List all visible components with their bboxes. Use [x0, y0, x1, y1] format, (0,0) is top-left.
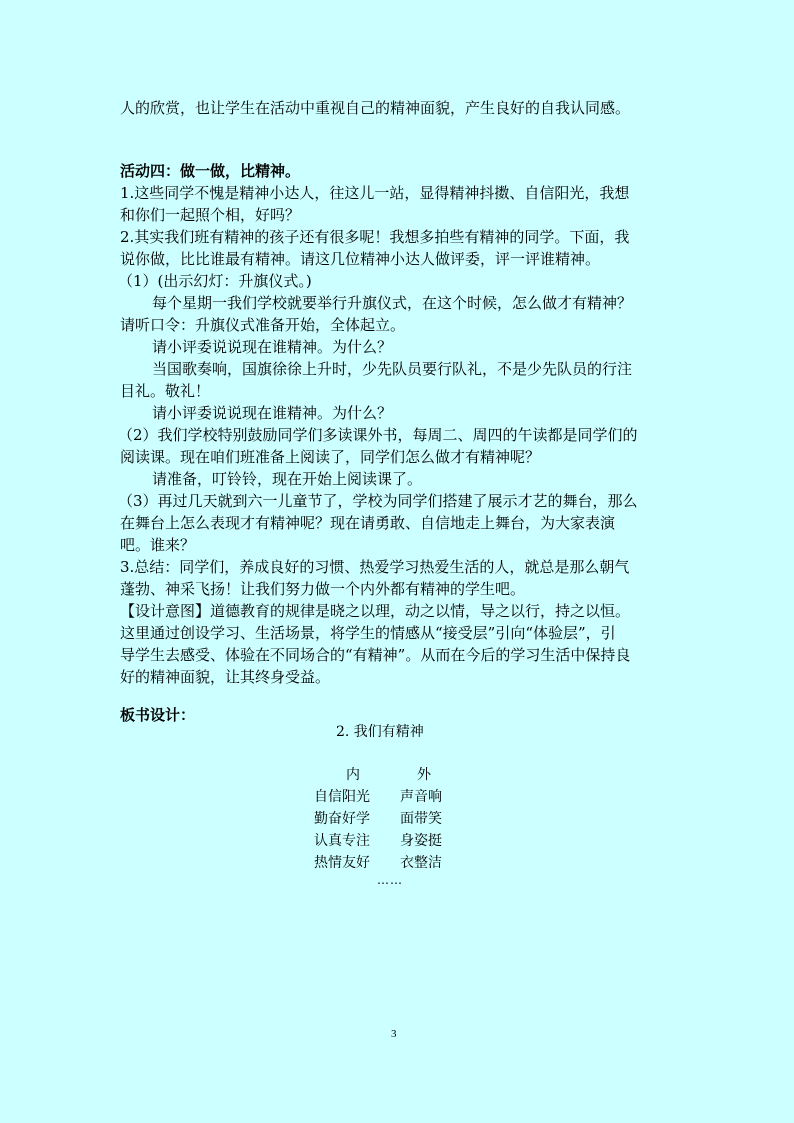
intro-line: 人的欣赏，也让学生在活动中重视自己的精神面貌，产生良好的自我认同感。 — [120, 99, 631, 117]
page-number: 3 — [391, 1028, 397, 1040]
section-1-line-d: 当国歌奏响，国旗徐徐上升时，少先队员要行队礼，不是少先队员的行注 — [152, 360, 633, 378]
board-row-2-outer: 面带笑 — [400, 811, 442, 827]
paragraph-2-line-2: 说你做，比比谁最有精神。请这几位精神小达人做评委，评一评谁精神。 — [120, 250, 601, 268]
board-row-2-inner: 勤奋好学 — [314, 811, 370, 827]
paragraph-2-line-1: 2.其实我们班有精神的孩子还有很多呢！我想多拍些有精神的同学。下面，我 — [120, 228, 630, 246]
design-intent-line-2: 这里通过创设学习、生活场景，将学生的情感从“接受层”引向“体验层”，引 — [120, 624, 616, 642]
section-1-line-f: 请小评委说说现在谁精神。为什么？ — [152, 404, 393, 422]
paragraph-1-line-1: 1.这些同学不愧是精神小达人，往这儿一站，显得精神抖擞、自信阳光，我想 — [120, 184, 630, 202]
section-1-line-a: 每个星期一我们学校就要举行升旗仪式，在这个时候，怎么做才有精神？ — [152, 294, 633, 312]
board-row-1-inner: 自信阳光 — [314, 789, 370, 805]
section-2-line-b: 阅读课。现在咱们班准备上阅读了，同学们怎么做才有精神呢？ — [120, 448, 541, 466]
section-1-title: （1）(出示幻灯：升旗仪式。) — [118, 272, 312, 290]
board-col-inner: 内 — [346, 767, 360, 783]
summary-line-1: 3.总结：同学们，养成良好的习惯、热爱学习热爱生活的人，就总是那么朝气 — [120, 558, 630, 576]
activity-title: 活动四：做一做，比精神。 — [120, 162, 301, 180]
design-intent-line-1: 【设计意图】道德教育的规律是晓之以理，动之以情，导之以行，持之以恒。 — [120, 602, 631, 620]
section-2-line-a: （2）我们学校特别鼓励同学们多读课外书，每周二、周四的午读都是同学们的 — [118, 426, 638, 444]
design-intent-line-3: 导学生去感受、体验在不同场合的“有精神”。从而在今后的学习生活中保持良 — [120, 646, 631, 664]
board-col-outer: 外 — [417, 767, 431, 783]
board-row-4-inner: 热情友好 — [314, 855, 370, 871]
board-row-1-outer: 声音响 — [400, 789, 442, 805]
section-1-line-c: 请小评委说说现在谁精神。为什么？ — [152, 338, 393, 356]
board-row-4-outer: 衣整洁 — [400, 855, 442, 871]
section-2-line-c: 请准备，叮铃铃，现在开始上阅读课了。 — [152, 470, 423, 488]
section-3-line-b: 在舞台上怎么表现才有精神呢？现在请勇敢、自信地走上舞台，为大家表演 — [120, 514, 616, 532]
board-title: 2. 我们有精神 — [336, 724, 424, 740]
section-3-line-c: 吧。谁来？ — [120, 536, 196, 554]
paragraph-1-line-2: 和你们一起照个相，好吗？ — [120, 206, 301, 224]
summary-line-2: 蓬勃、神采飞扬！让我们努力做一个内外都有精神的学生吧。 — [120, 580, 526, 598]
board-heading: 板书设计： — [120, 706, 196, 724]
board-ellipsis: …… — [377, 873, 403, 887]
section-1-line-b: 请听口令：升旗仪式准备开始，全体起立。 — [120, 316, 406, 334]
section-1-line-e: 目礼。敬礼！ — [120, 382, 211, 400]
design-intent-line-4: 好的精神面貌，让其终身受益。 — [120, 668, 331, 686]
board-row-3-outer: 身姿挺 — [400, 833, 442, 849]
board-row-3-inner: 认真专注 — [314, 833, 370, 849]
section-3-line-a: （3）再过几天就到六一儿童节了，学校为同学们搭建了展示才艺的舞台，那么 — [118, 492, 638, 510]
